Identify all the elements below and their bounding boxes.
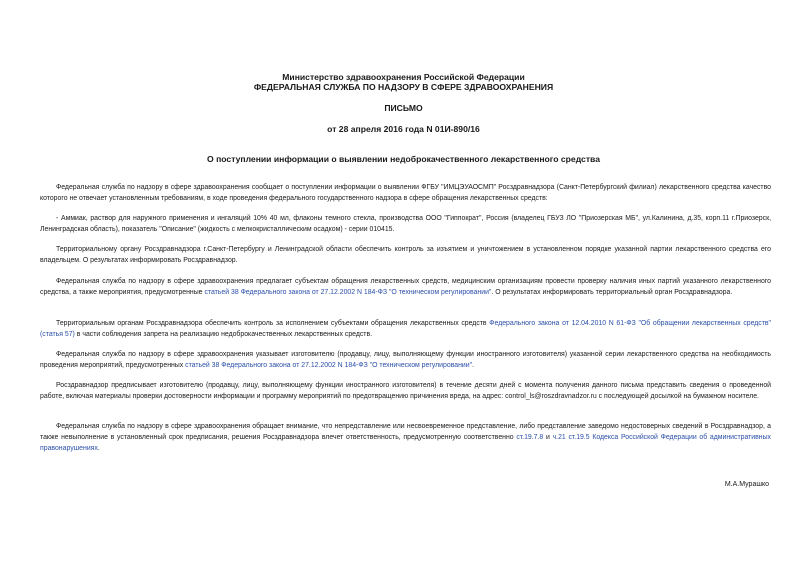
paragraph-4-text: Федеральная служба по надзору в сфере здравоохранения предлагает субъектам обращения лекарственных средств, медицинским организациям провести проверку наличия иных партий указанного лекарственного средства, а также мероприятия, предусмотренные [40, 278, 771, 296]
paragraph-6-text: Федеральная служба по надзору в сфере здравоохранения указывает изготовителю (продавцу, лицу, выполняющему функции иностранного изготовителя) указанной серии лекарственного средства на необходимость проведения мероприятий, предусмотренных [40, 351, 771, 369]
document-type: ПИСЬМО [384, 103, 423, 113]
law-184fz-article38-link[interactable]: статьей 38 Федерального закона от 27.12.2002 N 184-ФЗ "О техническом регулировании" [204, 289, 492, 296]
paragraph-4-text-end: . О результатах информировать территориальный орган Росздравнадзора. [491, 289, 733, 296]
paragraph-5-text-end: в части соблюдения запрета на реализацию недоброкачественных лекарственных средств. [74, 331, 373, 338]
document-date-number: от 28 апреля 2016 года N 01И-890/16 [327, 124, 480, 134]
paragraph-5 [40, 318, 771, 340]
paragraph-2: - Аммиак, раствор для наружного применения и ингаляций 10% 40 мл, флаконы темного стекла, производства ООО "Гиппократ", Россия (владелец ГБУЗ ЛО "Приозерская МБ", ул.Калинина, д.35, корп.11 г.Приозерск, Ленинградская область), показатель "Описание" (жидкость с мелкокристаллическим осадком) - серии 010415. [40, 215, 771, 233]
paragraph-6-text-end: . [472, 362, 474, 369]
document-title: О поступлении информации о выявлении недоброкачественного лекарственного средства [207, 154, 600, 164]
paragraph-8 [40, 421, 771, 454]
paragraph-3: Территориальному органу Росздравнадзора г.Санкт-Петербургу и Ленинградской области обеспечить контроль за изъятием и уничтожением в установленном порядке указанной партии лекарственного средства его владельцем. О результатах информировать Росздравнадзор. [40, 246, 771, 264]
paragraph-4 [40, 276, 771, 298]
article-57-link[interactable]: (статья 57) [40, 331, 75, 338]
paragraph-6 [40, 349, 771, 371]
law-61fz-link[interactable]: Федерального закона от 12.04.2010 N 61-ФЗ "Об обращении лекарственных средств" [489, 320, 772, 327]
service-name: ФЕДЕРАЛЬНАЯ СЛУЖБА ПО НАДЗОРУ В СФЕРЕ ЗДРАВООХРАНЕНИЯ [253, 82, 554, 92]
law-184fz-article38-link-2[interactable]: статьей 38 Федерального закона от 27.12.2002 N 184-ФЗ "О техническом регулировании" [185, 362, 473, 369]
paragraph-8-text: Федеральная служба по надзору в сфере здравоохранения обращает внимание, что непредставление или несвоевременное представление, либо представление заведомо недостоверных сведений в Росздравнадзор, а также невыполнение в установленный срок предписания, решения Росздравнадзора влечет ответственность, предусмотренную соответственно [40, 423, 771, 441]
paragraph-5-text: Территориальным органам Росздравнадзора обеспечить контроль за исполнением субъектами обращения лекарственных средств [56, 320, 490, 327]
koap-19-5-link[interactable]: ч.21 ст.19.5 Кодекса Российской Федерации об административных правонарушениях [40, 434, 772, 452]
signature: М.А.Мурашко [724, 481, 769, 488]
koap-19-7-8-link[interactable]: ст.19.7.8 [516, 434, 544, 441]
paragraph-7: Росздравнадзор предписывает изготовителю (продавцу, лицу, выполняющему функции иностранного изготовителя) в течение десяти дней с момента получения данного письма представить сведения о проведенной работе, включая материалы проверки достоверности информации и программу мероприятий по предотвращению причинения вреда, на адрес: control_ls@roszdravnadzor.ru с последующей досылкой на бумажном носителе. [40, 382, 771, 400]
paragraph-1: Федеральная служба по надзору в сфере здравоохранения сообщает о поступлении информации о выявлении ФГБУ "ИМЦЭУАОСМП" Росздравнадзора (Санкт-Петербургский филиал) лекарственного средства качество которого не отвечает установленным требованиям, в ходе проведения федерального государственного надзора в сфере обращения лекарственных средств: [40, 184, 771, 202]
paragraph-8-text-end: . [97, 445, 100, 452]
paragraph-8-conjunction: и [543, 434, 553, 441]
ministry-name: Министерство здравоохранения Российской Федерации [282, 72, 525, 82]
